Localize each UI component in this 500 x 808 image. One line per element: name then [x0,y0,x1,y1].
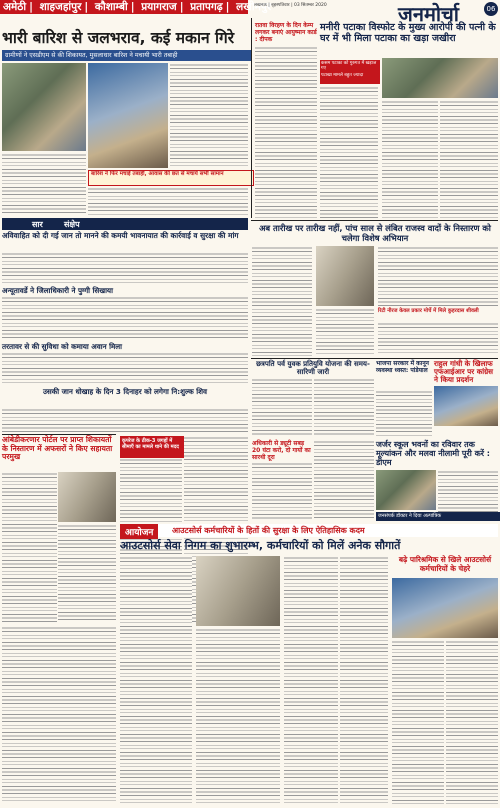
tax-text-1 [252,246,312,356]
sankshep-tag: संक्षेप [64,220,80,229]
sar-text-4 [2,408,248,432]
bottom-headline-top: आउटसोर्स कर्मचारियों के हितों की सुरक्षा के लिए ऐतिहासिक कदम [172,526,365,535]
ambedkar-text-2 [58,524,116,622]
workers-photo [392,578,498,638]
paper-name: जनमोर्चा [398,2,459,26]
tax-text-3 [378,246,498,306]
tax-sub: रिटी नीरज केवल प्रकार मोर्चे में मिले कुहरदास शीवली [378,308,479,314]
city-name: अमेठी [3,1,27,13]
ambedkar-inset: कृपरेज के ठीक-3 जगहों में सीमाएँ का मामले थाने की मदद [120,436,184,458]
blast-text-2 [382,100,438,218]
yojana-text-1 [252,378,312,436]
school-photo [376,470,436,510]
sar-headline: अविवाहित को दी गई जान तो मानने की कमयी भावनायात की कार्रवाई व सुरक्षा की मांग [2,231,239,240]
blast-box-1: कसम पटाका को गुरुगत में खड़ाज गए [320,60,380,72]
bottom-text-3 [284,556,338,804]
blast-photo [382,58,498,98]
officer-photo [58,472,116,522]
rain-inset-title: बारिश ने फिर मचाई तबाही, आवास की छत से मचाये सभी सामान [88,170,254,186]
bottom-text-2 [196,628,280,804]
pension-headline: अधिकारी से ड्यूटी सबड़ 20 घंटा करो, दो गायों का सारथी दूरा [252,440,311,461]
yojana-headline: छत्रपति पर्व युवक प्रतियुवि योजना की समय-सारिणी जारी [256,360,370,376]
school-sub: जनसंपर्क डॉक्टर ने दिया अल्पांत्रिक [376,512,500,521]
divider [251,220,498,221]
pension-text-2 [314,440,374,520]
ambedkar-text-1 [2,472,57,622]
ceremony-photo [196,556,280,626]
yojana-text-2 [314,378,374,436]
bottom-text-6 [446,640,498,804]
city-name: शाहजहांपुर [39,1,82,13]
rain-text-column [170,63,248,168]
mnrega-headline: रातवा विरहण के दिन केम्प लगकर बनाएं आयुष्मान कार्ड : दीपक [255,22,317,43]
sar-tag: सार [32,220,43,229]
pension-text [252,462,312,520]
ambedkar-headline: आंबेडीकरणार पोर्टल पर प्राप्त शिकायतों के निस्तारण में अफसरों ने किए सहायता परमुख [2,435,113,462]
left-bottom-text [2,626,116,804]
page-number: 06 [484,2,498,16]
bottom-right-headline: बढ़े पारिश्रमिक से खिले आउटसोर्स कर्मचारियों के चेहरे [398,555,492,573]
tax-headline: अब तारीख पर तारीख नहीं, पांच साल से लंबित राजस्व वादों के निस्तारण को चलेगा विशेष अभियान [259,223,491,243]
tax-photo [316,246,374,306]
tax-text-4 [378,322,498,356]
rain-text-bottom [88,187,248,215]
bottom-headline-main: आउटसोर्स सेवा निगम का शुभारम्भ, कर्मचारियों को मिलें अनेक सौगातें [120,539,401,552]
school-text-1 [438,470,498,512]
flood-photo [2,63,86,151]
blast-headline: मनीरी पटाका विस्फोट के मुख्य आरोपी की पत्नी के घर में भी मिला पटाका का खड़ा जखीरा [320,22,496,44]
rahul-headline: राहुल गांधी के खिलाफ एफआईआर पर कांग्रेस ने किया प्रदर्शन [434,359,493,384]
bottom-banner [120,524,498,537]
sar-h2: अन्यूतावर्डे ने जिलाधिकारी ने पुग्गी सिखाया [2,286,113,295]
city-name: कौशाम्बी [94,1,128,13]
bottom-text-5 [392,640,444,804]
dateline: लखनऊ | बृहस्पतिवार | 03 सितम्बर 2020 [254,3,327,8]
city-name: प्रतापगढ़ [190,1,223,13]
bottom-text-4 [340,556,388,804]
bottom-text-1 [120,556,192,804]
bhajpa-text [376,390,432,436]
sar-banner [2,218,248,230]
protest-photo [434,386,498,426]
rain-text-left [2,153,86,215]
rain-headline: भारी बारिश से जलभराव, कई मकान गिरे [2,29,235,47]
sar-text-2 [2,296,248,340]
school-headline: जर्जर स्कूल भवनों का रविवार तक मूल्यांकन और मलवा नीलामी पूरी करें : डीएम [376,440,490,467]
sar-h3: तरतावर से की सुविधा को कमाया अवान मिला [2,342,123,351]
sar-h4: उसकी जान धोखाह के दिन 3 दिनाहर को लगेगा नि:शुल्क शिव [42,387,208,396]
city-name: लखीमपुर [236,1,272,13]
blast-text-3 [440,100,498,218]
city-name: प्रयागराज [141,1,177,13]
blast-text-1 [320,86,378,218]
bhajpa-headline: भाजपा सरकार में कानून व्यवस्था ध्वस्त: पांडेयाल [376,360,429,374]
sar-text-1 [2,252,248,284]
rain-subhead: ग्रामीणों ने एसडीएम से की शिकायत, मुसलाधार बारिश ने मचायी भारी तबाही [2,50,251,61]
tax-text-2 [316,308,374,356]
sar-text-3 [2,352,248,386]
house-photo [88,63,168,168]
bottom-tag: आयोजन [120,524,158,539]
column-rule [251,18,252,218]
city-strip: अमेठी | शाहजहांपुर | कौशाम्बी | प्रयागराज | प्रतापगढ़ | लखीमपुर [0,0,248,14]
mnrega-text [255,46,317,218]
blast-box-2: पटाखा मामले बहुत ज्यादा [320,72,380,84]
